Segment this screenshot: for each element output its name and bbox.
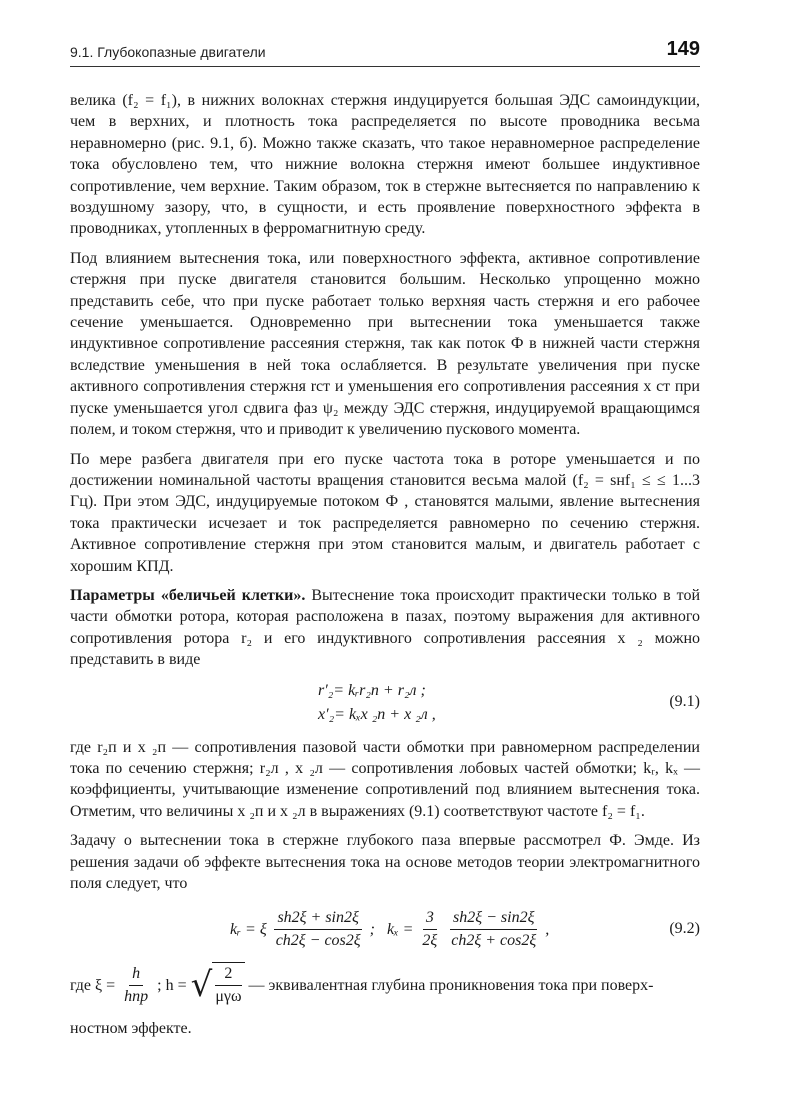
emde-paragraph: Задачу о вытеснении тока в стержне глубокого паза впервые рассмотрел Ф. Эмде. Из решения задачи об эффекте вытеснения тока на основе методов теории электромагнитного поля следует, что [70, 832, 700, 892]
kr-fraction [273, 907, 364, 952]
equation-9-2 [70, 902, 700, 956]
eq2-separator: ; [369, 920, 375, 938]
xi-fraction [121, 963, 151, 1008]
page-number: 149 [666, 38, 700, 60]
section-paragraph [70, 585, 700, 671]
kr-label: kᵣ = ξ [230, 920, 267, 938]
kx-coef-denominator: 2ξ [422, 931, 438, 949]
paragraph-2: Под влиянием вытеснения тока, или поверхностного эффекта, активное сопротивление стержня при пуске двигателя становится большим. Несколько упрощенно можно представить себе, что при пуске работает только верхняя часть стержня и его рабочее сечение уменьшается. Одновременно при вытеснении тока уменьшается также индуктивное сопротивление рассеяния стержня, так как поток Ф в нижней части стержня вследствие уменьшения в ней тока ослабляется. В результате увеличения при пуске активного сопротивления стержня rст и уменьшения его сопротивления рассеяния x ст при пуске уменьшается угол сдвига фаз ψ₂ между ЭДС стержня, индуцируемой вращающимся полем, и током стержня, что и приводит к увеличению пускового момента. [70, 249, 700, 439]
definitions-continuation: ностном эффекте. [70, 1020, 192, 1038]
xi-denominator: hпр [124, 987, 149, 1005]
page-header [70, 40, 700, 67]
equation-9-1-line-1: r′₂= kᵣr₂п + r₂л ; [318, 681, 426, 699]
kr-numerator: sh2ξ + sin2ξ [274, 907, 361, 930]
kx-fraction [448, 907, 539, 952]
sqrt-radicand [212, 962, 244, 1008]
sqrt-expression [191, 962, 245, 1008]
kx-label: kₓ = [386, 920, 414, 938]
sqrt-denominator: μγω [215, 988, 242, 1006]
equation-9-1-number: (9.1) [669, 692, 700, 710]
sqrt-sign-icon: √ [190, 965, 213, 1006]
equation-9-2-number: (9.2) [669, 920, 700, 938]
sqrt-numerator: 2 [224, 965, 233, 983]
kx-coef-numerator: 3 [423, 907, 437, 930]
definitions-line [70, 962, 700, 1008]
kx-numerator: sh2ξ − sin2ξ [450, 907, 537, 930]
section-text: Вытеснение тока происходит практически только в той части обмотки ротора, которая расположена в пазах, поэтому выражения для активного сопротивления ротора r₂ и его индуктивного сопротивления рассеяния x ₂ можно представить в виде [70, 586, 700, 669]
definitions-suffix: — эквивалентная глубина проникновения тока при поверх- [248, 976, 654, 994]
h-label: ; h = [157, 976, 187, 994]
xi-prefix: где ξ = [70, 976, 116, 994]
xi-numerator: h [129, 963, 143, 986]
section-lead: Параметры «беличьей клетки». [70, 586, 306, 604]
kx-denominator: ch2ξ + cos2ξ [451, 931, 537, 949]
kx-coefficient [419, 907, 440, 952]
eq2-tail: , [545, 920, 550, 938]
equation-9-1 [70, 679, 700, 727]
equation-9-1-line-2: x′₂= kₓx ₂п + x ₂л , [318, 705, 436, 723]
running-title: 9.1. Глубокопазные двигатели [70, 44, 266, 60]
kr-denominator: ch2ξ − cos2ξ [275, 931, 361, 949]
eq1-explanation: где r₂п и x ₂п — сопротивления пазовой части обмотки при равномерном распределении тока по сечению стержня; r₂л , x ₂л — сопротивления лобовых частей обмотки; kᵣ, kₓ — коэффициенты, учитывающие изменение сопротивлений под влиянием вытеснения тока. Отметим, что величины x ₂п и x ₂л в выражениях (9.1) соответствуют частоте f₂ = f₁. [70, 738, 700, 820]
paragraph-3: По мере разбега двигателя при его пуске частота тока в роторе уменьшается и по достижении номинальной частоты вращения становится весьма малой (f₂ = sнf₁ ≤ ≤ 1...3 Гц). При этом ЭДС, индуцируемые потоком Ф , становятся малыми, явление вытеснения тока практически исчезает и ток распределяется равномерно по сечению стержня. Активное сопротивление стержня при этом становится малым, и двигатель работает с хорошим КПД. [70, 450, 700, 575]
paragraph-1: велика (f₂ = f₁), в нижних волокнах стержня индуцируется большая ЭДС самоиндукции, чем в верхних, и плотность тока распределяется по высоте проводника весьма неравномерно (рис. 9.1, б). Можно также сказать, что такое неравномерное распределение тока обусловлено тем, что нижние волокна стержня имеют большее индуктивное сопротивление, чем верхние. Таким образом, ток в стержне вытесняется по направлению к воздушному зазору, что, в сущности, и есть проявление поверхностного эффекта в проводниках, утопленных в ферромагнитную среду. [70, 92, 700, 238]
page-body [70, 90, 700, 1040]
